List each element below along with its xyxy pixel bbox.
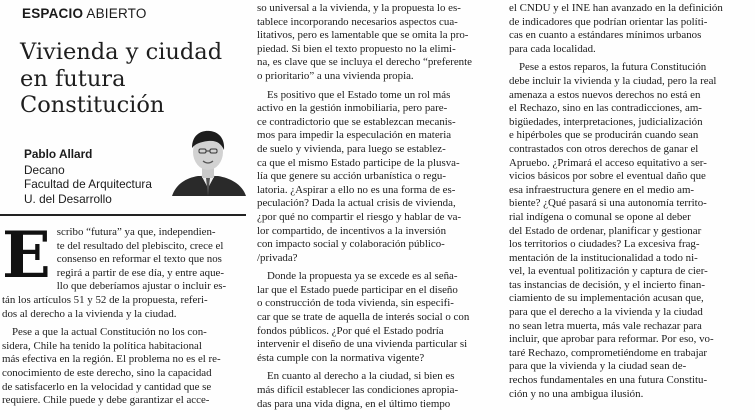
- headline-line: Constitución: [20, 92, 165, 118]
- text-line: requiere. Chile puede y debe garantizar el acce-: [2, 394, 210, 407]
- text-line: piedad. Si bien el texto propuesto no la elimi-: [257, 42, 456, 55]
- text-line: contrastados con otros derechos de ganar el: [509, 142, 699, 155]
- text-line: ¿por qué no compartir el riesgo y hablar de va-: [257, 210, 462, 223]
- text-line: so universal a la vivienda, y la propuesta lo es-: [257, 2, 461, 14]
- text-line: incluir, que aprobar para reformar. Por eso, vo-: [509, 333, 714, 346]
- text-line: lar que el Estado puede participar en el diseño: [257, 283, 458, 296]
- text-line: vel, la eventual politización y captura de cier-: [509, 265, 708, 278]
- text-line: Pese a estos reparos, la futura Constitución: [519, 61, 707, 74]
- text-line: más efectiva en la región. El problema no es el re-: [2, 353, 221, 366]
- text-line: para cada localidad.: [509, 42, 596, 55]
- section-tag: ESPACIO ABIERTO: [22, 6, 147, 21]
- text-line: e hipérboles que se producirán cuando sean: [509, 129, 699, 142]
- text-line: tán los artículos 51 y 52 de la propuesta, referi-: [2, 293, 208, 306]
- text-line: amenaza a estos nuevos derechos no está en: [509, 88, 701, 101]
- drop-cap: E: [2, 218, 51, 293]
- text-line: bigüedades, interpretaciones, judicialización: [509, 115, 703, 128]
- text-line: ción y no una ambigua ilusión.: [509, 387, 644, 400]
- text-line: litativos, pero es lamentable que se omita la pro-: [257, 29, 469, 42]
- text-line: latoria. ¿Aspirar a ello no es una forma de es-: [257, 183, 456, 196]
- text-line: esa infraestructura genere en el medio am-: [509, 183, 695, 196]
- text-line: peculación? Dada la actual crisis de vivienda,: [257, 197, 456, 210]
- text-line: intervenir el diseño de una vivienda particular si: [257, 338, 468, 351]
- text-line: ce contradictorio que se establezcan mecanis-: [257, 115, 456, 128]
- text-line: fondos públicos. ¿Por qué el Estado podría: [257, 324, 444, 337]
- text-line: regirá a partir de ese día, y entre aque-: [56, 266, 224, 279]
- text-line: car que se trate de aquella de interés social o con: [257, 311, 470, 324]
- author-university: U. del Desarrollo: [24, 191, 112, 206]
- text-line: /privada?: [257, 251, 298, 264]
- text-line: vicios básicos por sobre el eventual daño que: [509, 170, 706, 183]
- text-line: conocimiento de este derecho, sino la capacidad: [2, 366, 212, 379]
- text-line: mos para impedir la especulación en materia: [257, 129, 452, 142]
- text-line: rial indígena o comunal se opone al deber: [509, 210, 691, 223]
- text-line: ciamiento de su implementación acusan que,: [509, 292, 704, 305]
- text-line: de satisfacerlo en la velocidad y cantidad que se: [2, 380, 212, 393]
- text-line: rechos fundamentales en una futura Constitu-: [509, 374, 708, 387]
- text-line: llo que deberíamos ajustar o incluir es-: [56, 280, 227, 293]
- text-line: tas instancias de decisión, y el incierto finan-: [509, 278, 705, 291]
- headline-line: en futura: [20, 65, 126, 92]
- author-byline: [24, 147, 174, 206]
- text-line: Donde la propuesta ya se excede es al seña-: [267, 270, 458, 283]
- article-body-start: [2, 218, 246, 408]
- text-line: debe incluir la vivienda y la ciudad, pero la real: [509, 74, 717, 87]
- article-column-3: [509, 2, 751, 401]
- text-line: del Estado de ordenar, planificar y gestionar: [509, 224, 702, 237]
- author-role: Decano: [24, 162, 65, 177]
- text-line: das para una vida digna, en el último tiempo: [257, 397, 451, 410]
- text-line: scribo “futura” ya que, independien-: [56, 226, 216, 238]
- author-name: Pablo Allard: [24, 147, 93, 161]
- text-line: lía que genere su acción urbanística o regu-: [257, 170, 446, 183]
- text-line: sidera, Chile ha tenido la política habitacional: [2, 339, 202, 352]
- text-line: dos al derecho a la vivienda y la ciudad.: [2, 307, 177, 320]
- text-line: para que el derecho a la vivienda y la ciudad: [509, 306, 703, 319]
- text-line: mentación de la institucionalidad a todo ni-: [509, 251, 698, 264]
- text-line: el CNDU y el INE han avanzado en la definición: [509, 2, 723, 14]
- headline-line: Vivienda y ciudad: [20, 39, 223, 65]
- text-line: tablece incorporando necesarios aspectos cua-: [257, 15, 458, 28]
- text-line: ésta cumple con la normativa vigente?: [257, 351, 425, 364]
- text-line: con impacto social y colaboración público-: [257, 238, 445, 251]
- text-line: no sean letra muerta, más vale rechazar para: [509, 319, 702, 332]
- text-line: na, es clave que se incluya el derecho “preferente: [257, 56, 472, 69]
- text-line: los territorios o ciudades? La excesiva frag-: [509, 238, 700, 251]
- text-line: o prioritario” a una vivienda propia.: [257, 69, 414, 82]
- author-faculty: Facultad de Arquitectura: [24, 177, 152, 192]
- text-line: activo en la gestión inmobiliaria, pero pare-: [257, 102, 448, 115]
- text-line: más difícil establecer las condiciones apropia-: [257, 384, 459, 397]
- text-line: de indicadores que podrían orientar las políti-: [509, 15, 708, 28]
- text-line: o construcción de toda vivienda, sin especifi-: [257, 297, 454, 310]
- text-line: taré Rechazo, comprometiéndome en trabajar: [509, 346, 708, 359]
- text-line: Pese a que la actual Constitución no los con-: [12, 326, 207, 339]
- text-line: biente? ¿Qué pasará si una autonomía territo-: [509, 197, 707, 210]
- text-line: Apruebo. ¿Primará el acceso equitativo a ser-: [509, 156, 707, 169]
- text-line: consenso en reformar el texto que nos: [56, 253, 222, 266]
- article-column-2: [257, 2, 497, 411]
- text-line: ca que el mismo Estado participe de la plusva-: [257, 156, 460, 169]
- text-line: de suelo y vivienda, para luego se establez-: [257, 142, 446, 155]
- text-line: para que la vivienda y la ciudad sean de-: [509, 360, 687, 373]
- text-line: En cuanto al derecho a la ciudad, si bien es: [267, 370, 455, 383]
- author-portrait: [168, 128, 248, 196]
- text-line: cas en cuanto a estándares mínimos urbanos: [509, 29, 702, 42]
- divider: [0, 214, 246, 216]
- text-line: te del resultado del plebiscito, crece el: [56, 239, 224, 252]
- text-line: el Rechazo, sino en las contradicciones, am-: [509, 102, 702, 115]
- headline: [20, 39, 246, 119]
- text-line: lor compartido, de incentivos a la inversión: [257, 224, 447, 237]
- text-line: Es positivo que el Estado tome un rol más: [267, 88, 451, 101]
